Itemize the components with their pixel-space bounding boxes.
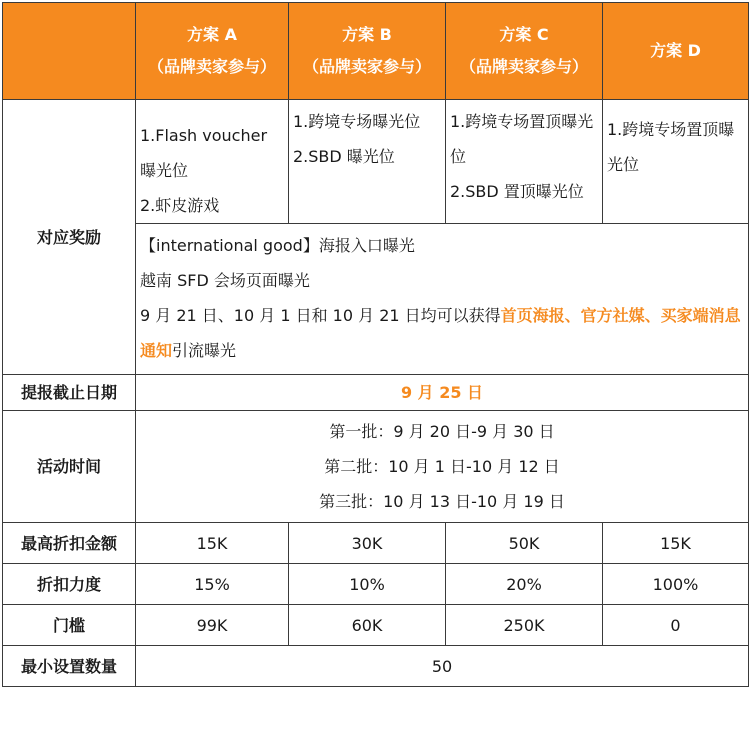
discount-rate-label: 折扣力度	[3, 564, 136, 605]
reward-plan-c-item-2: 2.SBD 置顶曝光位	[450, 182, 584, 201]
header-row	[3, 3, 749, 100]
promotion-plan-table-container	[2, 2, 749, 687]
rewards-row-plans	[3, 100, 749, 224]
max-discount-plan-a: 15K	[136, 523, 289, 564]
min-quantity-value: 50	[136, 646, 749, 687]
rewards-label: 对应奖励	[3, 100, 136, 375]
max-discount-label: 最高折扣金额	[3, 523, 136, 564]
schedule-label: 活动时间	[3, 411, 136, 523]
schedule-batch-3: 第三批：10 月 13 日-10 月 19 日	[319, 492, 565, 511]
schedule-row	[3, 411, 749, 523]
threshold-row	[3, 605, 749, 646]
schedule-batch-1: 第一批：9 月 20 日-9 月 30 日	[329, 422, 555, 441]
header-plan-b	[289, 3, 446, 100]
header-corner	[3, 3, 136, 100]
schedule-batch-2: 第二批：10 月 1 日-10 月 12 日	[324, 457, 560, 476]
reward-plan-b-item-1: 1.跨境专场曝光位	[293, 112, 421, 131]
reward-plan-d-item-1: 1.跨境专场置顶曝光位	[607, 120, 735, 174]
reward-common-highlight: 首页海报、官方社媒、买家端消息通知	[140, 306, 741, 360]
reward-plan-a-item-2: 2.虾皮游戏	[140, 196, 220, 215]
plan-b-sub: （品牌卖家参与）	[302, 57, 431, 76]
reward-common-line-2: 越南 SFD 会场页面曝光	[140, 271, 310, 290]
discount-rate-plan-b: 10%	[289, 564, 446, 605]
plan-b-name: 方案 B	[342, 25, 392, 44]
plan-d-name: 方案 D	[650, 41, 701, 60]
schedule-batches	[136, 411, 749, 523]
header-plan-a	[136, 3, 289, 100]
threshold-label: 门槛	[3, 605, 136, 646]
deadline-label: 提报截止日期	[3, 375, 136, 411]
discount-rate-plan-a: 15%	[136, 564, 289, 605]
reward-common	[136, 224, 749, 375]
reward-plan-c	[446, 100, 603, 224]
reward-plan-a-item-1: 1.Flash voucher 曝光位	[140, 126, 268, 180]
max-discount-plan-b: 30K	[289, 523, 446, 564]
deadline-row	[3, 375, 749, 411]
reward-plan-d	[603, 100, 749, 224]
min-quantity-label: 最小设置数量	[3, 646, 136, 687]
promotion-plan-table	[2, 2, 749, 687]
reward-common-line-3	[140, 306, 741, 360]
discount-rate-plan-d: 100%	[603, 564, 749, 605]
reward-common-line-1: 【international good】海报入口曝光	[140, 236, 415, 255]
plan-a-sub: （品牌卖家参与）	[147, 57, 276, 76]
threshold-plan-a: 99K	[136, 605, 289, 646]
reward-plan-a	[136, 100, 289, 224]
reward-plan-b-item-2: 2.SBD 曝光位	[293, 147, 395, 166]
threshold-plan-c: 250K	[446, 605, 603, 646]
plan-a-name: 方案 A	[187, 25, 237, 44]
reward-common-line-3-pre: 9 月 21 日、10 月 1 日和 10 月 21 日均可以获得	[140, 306, 501, 325]
reward-plan-c-item-1: 1.跨境专场置顶曝光位	[450, 112, 594, 166]
plan-c-sub: （品牌卖家参与）	[459, 57, 588, 76]
max-discount-plan-d: 15K	[603, 523, 749, 564]
discount-rate-plan-c: 20%	[446, 564, 603, 605]
max-discount-plan-c: 50K	[446, 523, 603, 564]
header-plan-c	[446, 3, 603, 100]
deadline-value: 9 月 25 日	[136, 375, 749, 411]
plan-c-name: 方案 C	[499, 25, 549, 44]
threshold-plan-d: 0	[603, 605, 749, 646]
min-quantity-row	[3, 646, 749, 687]
reward-plan-b	[289, 100, 446, 224]
header-plan-d	[603, 3, 749, 100]
max-discount-row	[3, 523, 749, 564]
reward-common-line-3-post: 引流曝光	[172, 341, 237, 360]
threshold-plan-b: 60K	[289, 605, 446, 646]
discount-rate-row	[3, 564, 749, 605]
